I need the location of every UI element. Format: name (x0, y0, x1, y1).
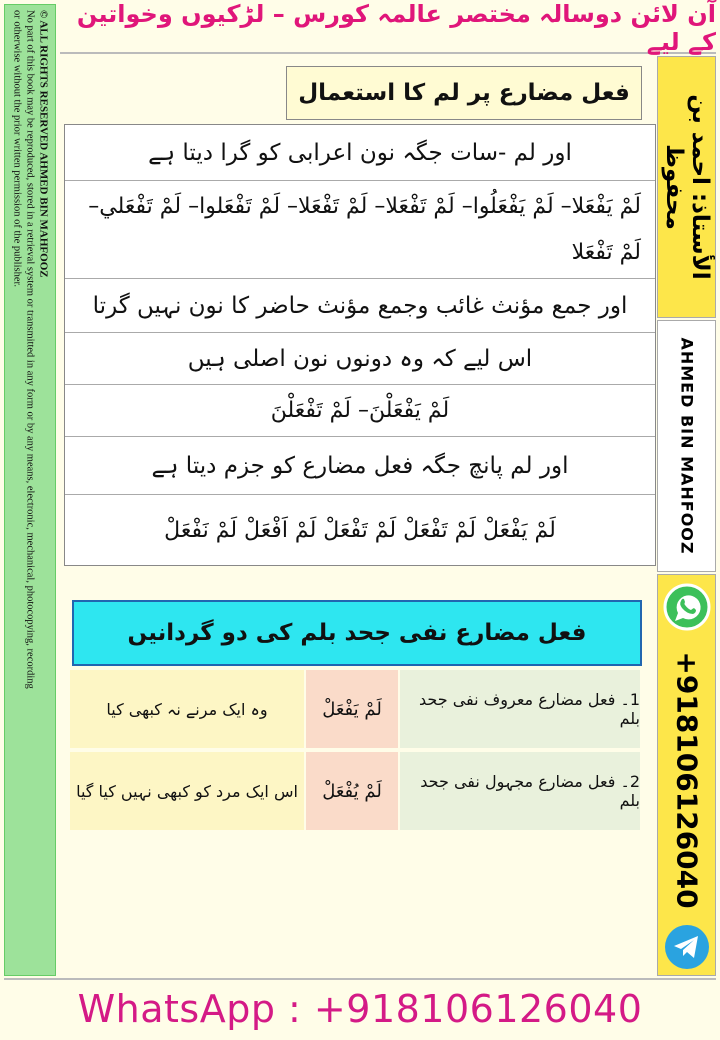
rule-row: اس لیے کہ وہ دونوں نون اصلی ہیں (65, 333, 655, 385)
conjugation-verb: لَمْ يَفْعَلْ (306, 670, 398, 748)
teacher-name-urdu-panel (657, 56, 716, 318)
telegram-icon[interactable] (663, 923, 711, 971)
course-title: آن لائن دوسالہ مختصر عالمہ کورس – لڑکیوں وخواتین کے لیے (60, 4, 716, 54)
copyright-strip (4, 4, 56, 976)
lesson-heading: فعل مضارع پر لم کا استعمال (286, 66, 642, 120)
conjugation-description: 1۔ فعل مضارع معروف نفی جحد بلم (400, 670, 640, 748)
teacher-name-english: AHMED BIN MAHFOOZ (677, 337, 696, 555)
rules-table (64, 124, 656, 566)
right-sidebar (657, 52, 716, 976)
table-row (70, 752, 640, 830)
whatsapp-icon[interactable] (663, 583, 711, 631)
copyright-notice-end: or otherwise without the prior written permission of the publisher. (11, 10, 23, 288)
conjugation-heading: فعل مضارع نفی جحد بلم کی دو گردانیں (72, 600, 642, 666)
table-row (70, 670, 640, 748)
example-row: لَمْ يَفْعَلا– لَمْ يَفْعَلُوا– لَمْ تَفْعَلا– لَمْ تَفْعَلا– لَمْ تَفْعَلوا– لَمْ تَفْعَلي– لَمْ تَفْعَلا (65, 181, 655, 279)
phone-panel (657, 574, 716, 976)
whatsapp-contact[interactable]: WhatsApp : +918106126040 (4, 978, 716, 1038)
rule-row: اور لم پانچ جگہ فعل مضارع کو جزم دیتا ہے (65, 437, 655, 495)
rule-row: اور جمع مؤنث غائب وجمع مؤنث حاضر کا نون نہیں گرتا (65, 279, 655, 333)
copyright-notice: No part of this book may be reproduced, stored in a retrieval system or transmitted in any form or by any means, electronic, mechanical, photocopying, recording (24, 10, 36, 689)
example-row: لَمْ يَفْعَلْنَ– لَمْ تَفْعَلْنَ (65, 385, 655, 437)
example-row: لَمْ يَفْعَلْ لَمْ تَفْعَلْ لَمْ تَفْعَلْ لَمْ اَفْعَلْ لَمْ نَفْعَلْ (164, 517, 556, 543)
copyright-line: © ALL RIGHTS RESERVED AHMED BIN MAHFOOZ (37, 10, 50, 278)
teacher-name-urdu: الأستاذ: احمد بن محفوظ (660, 94, 713, 280)
conjugation-meaning: اس ایک مرد کو کبھی نہیں کیا گیا (70, 752, 304, 830)
rule-row: اور لم -سات جگہ نون اعرابی کو گرا دیتا ہے (65, 125, 655, 181)
teacher-name-english-panel (657, 320, 716, 572)
conjugation-meaning: وہ ایک مرنے نہ کبھی کیا (70, 670, 304, 748)
conjugation-description: 2۔ فعل مضارع مجہول نفی جحد بلم (400, 752, 640, 830)
conjugation-verb: لَمْ يُفْعَلْ (306, 752, 398, 830)
conjugation-table (70, 670, 640, 832)
phone-number: +918106126040 (670, 651, 703, 909)
